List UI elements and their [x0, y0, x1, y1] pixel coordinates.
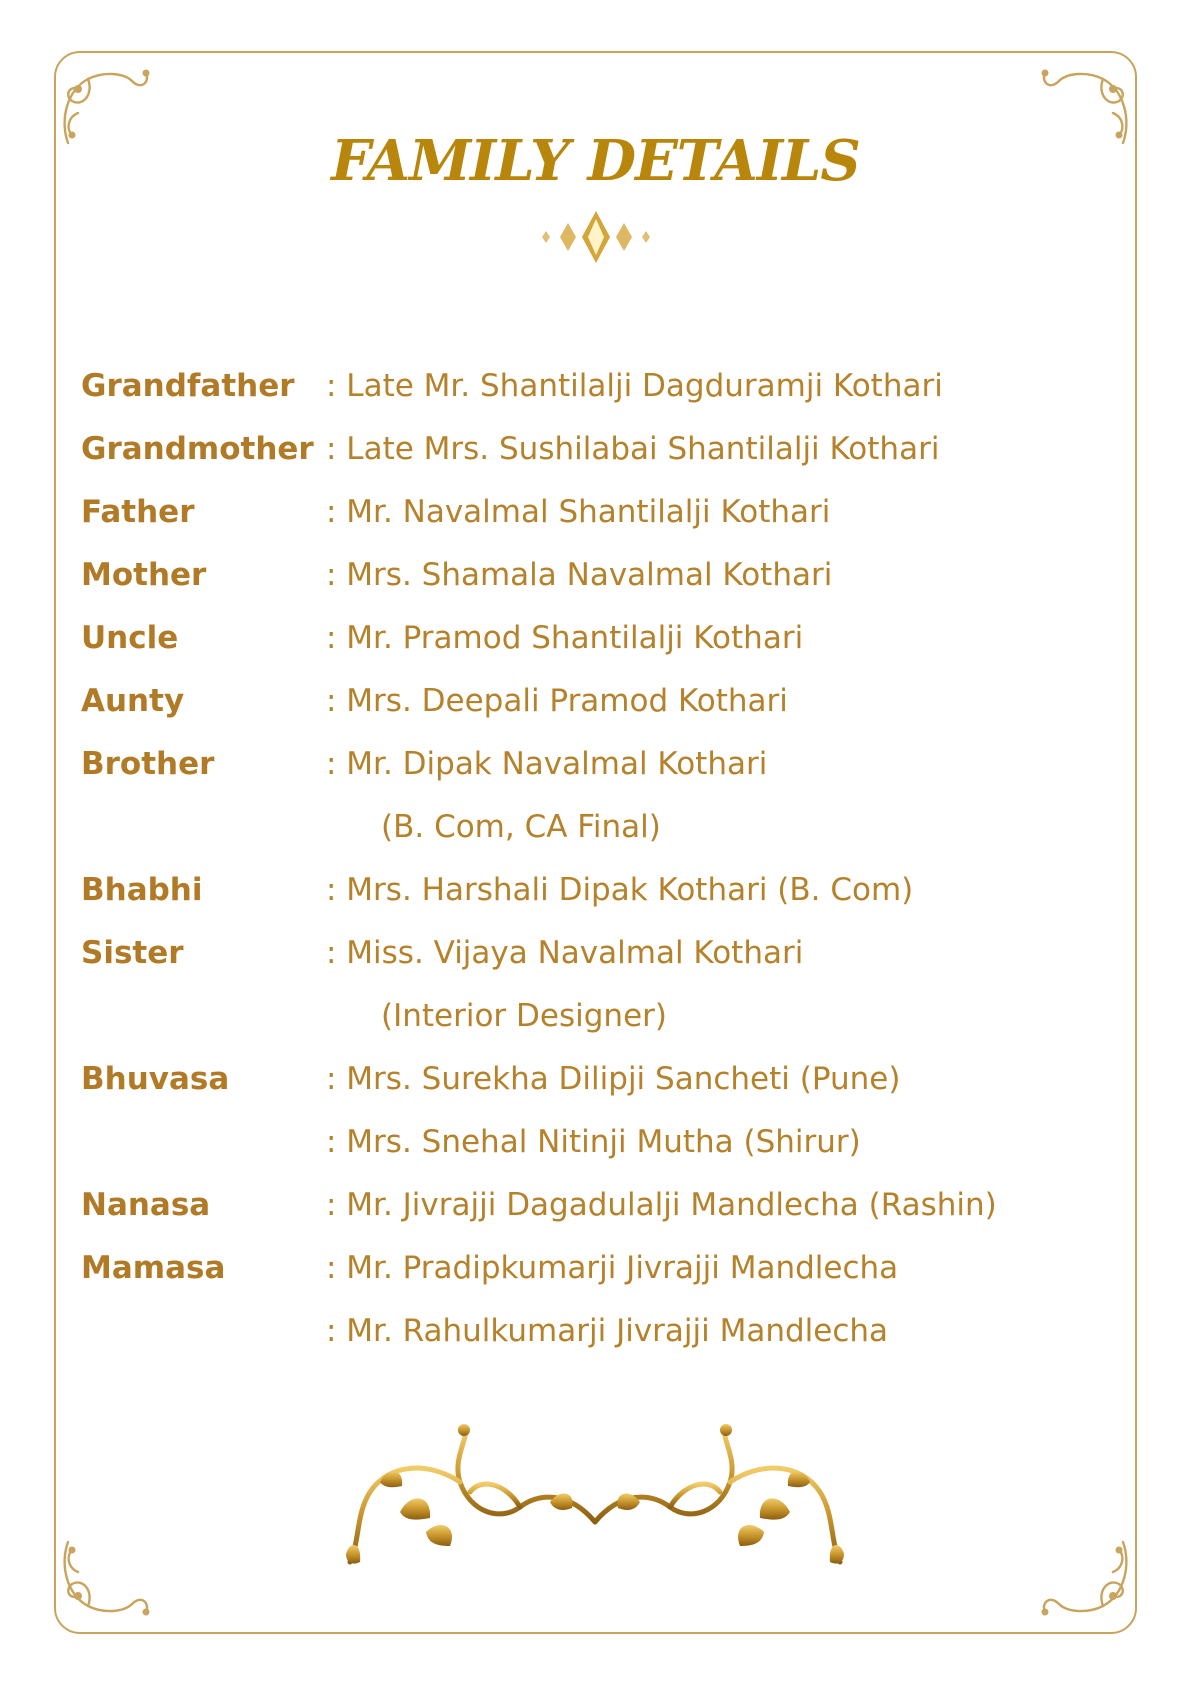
relation-label: Brother: [81, 746, 215, 782]
list-item: [81, 985, 1081, 1048]
floral-flourish-icon: [340, 1422, 850, 1572]
relation-label: Father: [81, 494, 195, 530]
relation-value: : Mr. Dipak Navalmal Kothari: [326, 746, 768, 782]
relation-label: Nanasa: [81, 1187, 211, 1223]
list-item: [81, 607, 1081, 670]
relation-label: Bhuvasa: [81, 1061, 230, 1097]
list-item: [81, 1111, 1081, 1174]
relation-value: : Mr. Navalmal Shantilalji Kothari: [326, 494, 831, 530]
relation-value: : Late Mrs. Sushilabai Shantilalji Kothari: [326, 431, 940, 467]
list-item: [81, 544, 1081, 607]
relation-label: Mamasa: [81, 1250, 226, 1286]
list-item: [81, 1300, 1081, 1363]
relation-label: Grandmother: [81, 431, 314, 467]
list-item: [81, 1237, 1081, 1300]
list-item: [81, 796, 1081, 859]
relation-label: Sister: [81, 935, 184, 971]
list-item: [81, 733, 1081, 796]
list-item: [81, 922, 1081, 985]
relation-note: (B. Com, CA Final): [381, 809, 661, 845]
family-details-list: [81, 355, 1081, 1363]
relation-value: : Mrs. Shamala Navalmal Kothari: [326, 557, 833, 593]
list-item: [81, 1174, 1081, 1237]
relation-label: Grandfather: [81, 368, 295, 404]
page-title: FAMILY DETAILS: [331, 128, 860, 194]
list-item: [81, 355, 1081, 418]
list-item: [81, 859, 1081, 922]
relation-value: : Mr. Pradipkumarji Jivrajji Mandlecha: [326, 1250, 899, 1286]
relation-value: : Late Mr. Shantilalji Dagduramji Kothari: [326, 368, 943, 404]
relation-label: Uncle: [81, 620, 179, 656]
relation-value: : Mrs. Deepali Pramod Kothari: [326, 683, 788, 719]
scroll-corner-icon: [1027, 1524, 1137, 1634]
relation-value: : Miss. Vijaya Navalmal Kothari: [326, 935, 804, 971]
relation-value: : Mr. Pramod Shantilalji Kothari: [326, 620, 804, 656]
relation-value: : Mrs. Harshali Dipak Kothari (B. Com): [326, 872, 914, 908]
relation-value: : Mrs. Surekha Dilipji Sancheti (Pune): [326, 1061, 901, 1097]
list-item: [81, 418, 1081, 481]
list-item: [81, 481, 1081, 544]
relation-value: : Mr. Jivrajji Dagadulalji Mandlecha (Rashin): [326, 1187, 997, 1223]
relation-label: Bhabhi: [81, 872, 203, 908]
scroll-corner-icon: [54, 1524, 164, 1634]
list-item: [81, 1048, 1081, 1111]
list-item: [81, 670, 1081, 733]
relation-value: : Mr. Rahulkumarji Jivrajji Mandlecha: [326, 1313, 889, 1349]
diamond-divider-icon: [360, 207, 832, 267]
relation-note: (Interior Designer): [381, 998, 667, 1034]
relation-value: : Mrs. Snehal Nitinji Mutha (Shirur): [326, 1124, 861, 1160]
relation-label: Aunty: [81, 683, 185, 719]
relation-label: Mother: [81, 557, 207, 593]
